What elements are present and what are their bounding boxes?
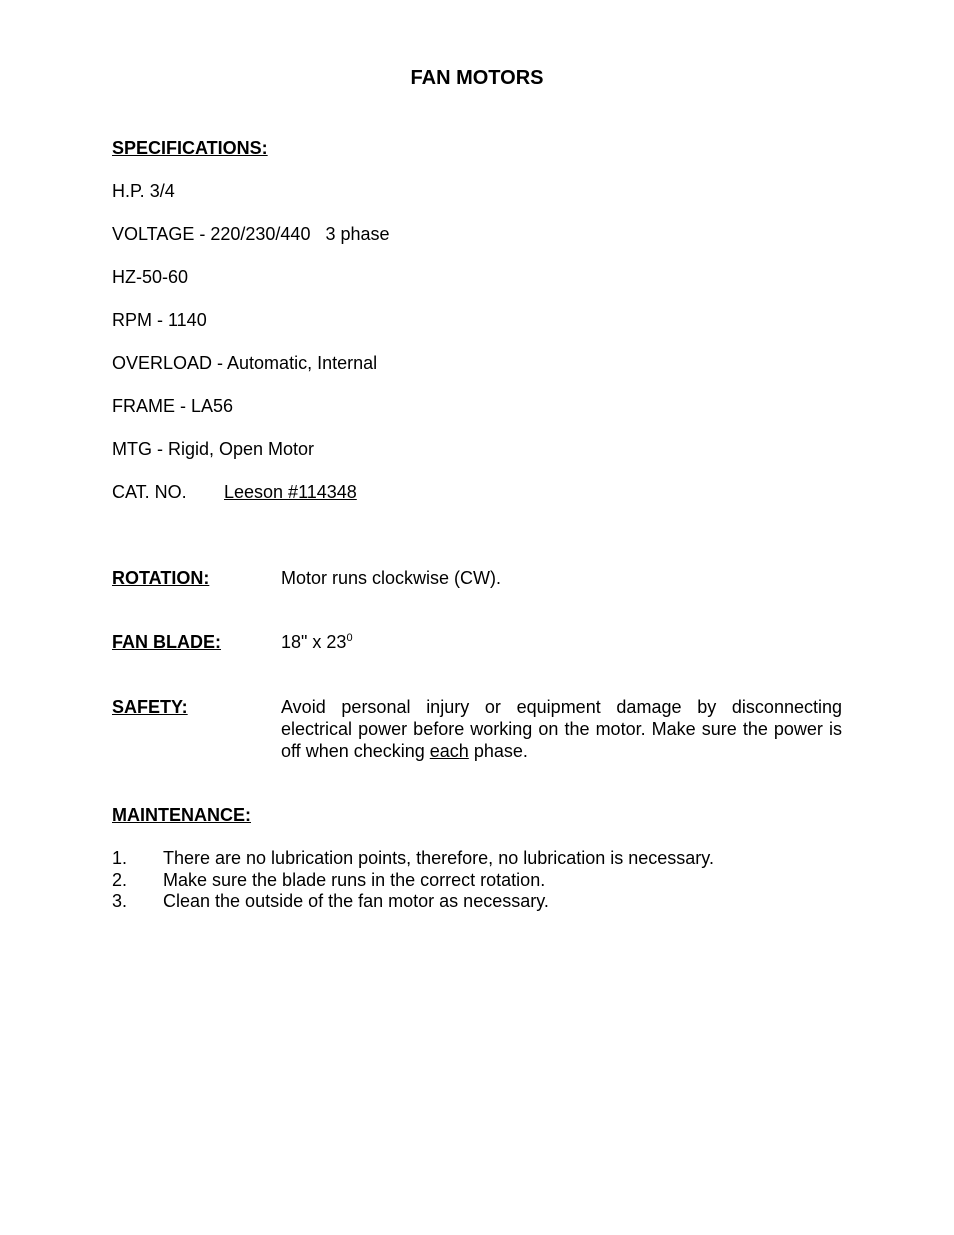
maintenance-heading: MAINTENANCE: [112, 805, 251, 825]
rotation-label: ROTATION: [112, 568, 210, 588]
fan-blade-value [281, 631, 353, 653]
maintenance-item-text: Make sure the blade runs in the correct rotation. [163, 870, 546, 890]
spec-cat-value: Leeson #114348 [224, 482, 357, 502]
page-title: FAN MOTORS [410, 67, 544, 89]
safety-text-after: phase. [468, 741, 528, 761]
maintenance-item-number: 2. [112, 870, 128, 890]
safety-text-before: Avoid personal injury or equipment damage by disconnecting electrical power before working on the motor. Make sure the power is off when checking [281, 697, 842, 761]
safety-text [281, 696, 842, 762]
maintenance-item-text: There are no lubrication points, therefore, no lubrication is necessary. [163, 848, 714, 868]
spec-frame: FRAME - LA56 [112, 396, 234, 416]
maintenance-item-text: Clean the outside of the fan motor as necessary. [163, 891, 549, 911]
spec-mtg: MTG - Rigid, Open Motor [112, 439, 315, 459]
rotation-text: Motor runs clockwise (CW). [281, 568, 502, 588]
safety-text-underlined: each [429, 741, 469, 761]
fan-blade-text: 18" x 23 [281, 632, 347, 652]
fan-blade-superscript: 0 [346, 632, 353, 644]
spec-voltage: VOLTAGE - 220/230/440 3 phase [112, 224, 390, 244]
fan-blade-label: FAN BLADE: [112, 632, 221, 652]
maintenance-item-number: 1. [112, 848, 128, 868]
spec-hz: HZ-50-60 [112, 267, 189, 287]
safety-label: SAFETY: [112, 697, 188, 717]
spec-cat-label: CAT. NO. [112, 482, 187, 502]
maintenance-item-number: 3. [112, 891, 128, 911]
spec-rpm: RPM - 1140 [112, 310, 207, 330]
spec-hp: H.P. 3/4 [112, 181, 175, 201]
specifications-heading: SPECIFICATIONS: [112, 138, 268, 158]
spec-overload: OVERLOAD - Automatic, Internal [112, 353, 378, 373]
